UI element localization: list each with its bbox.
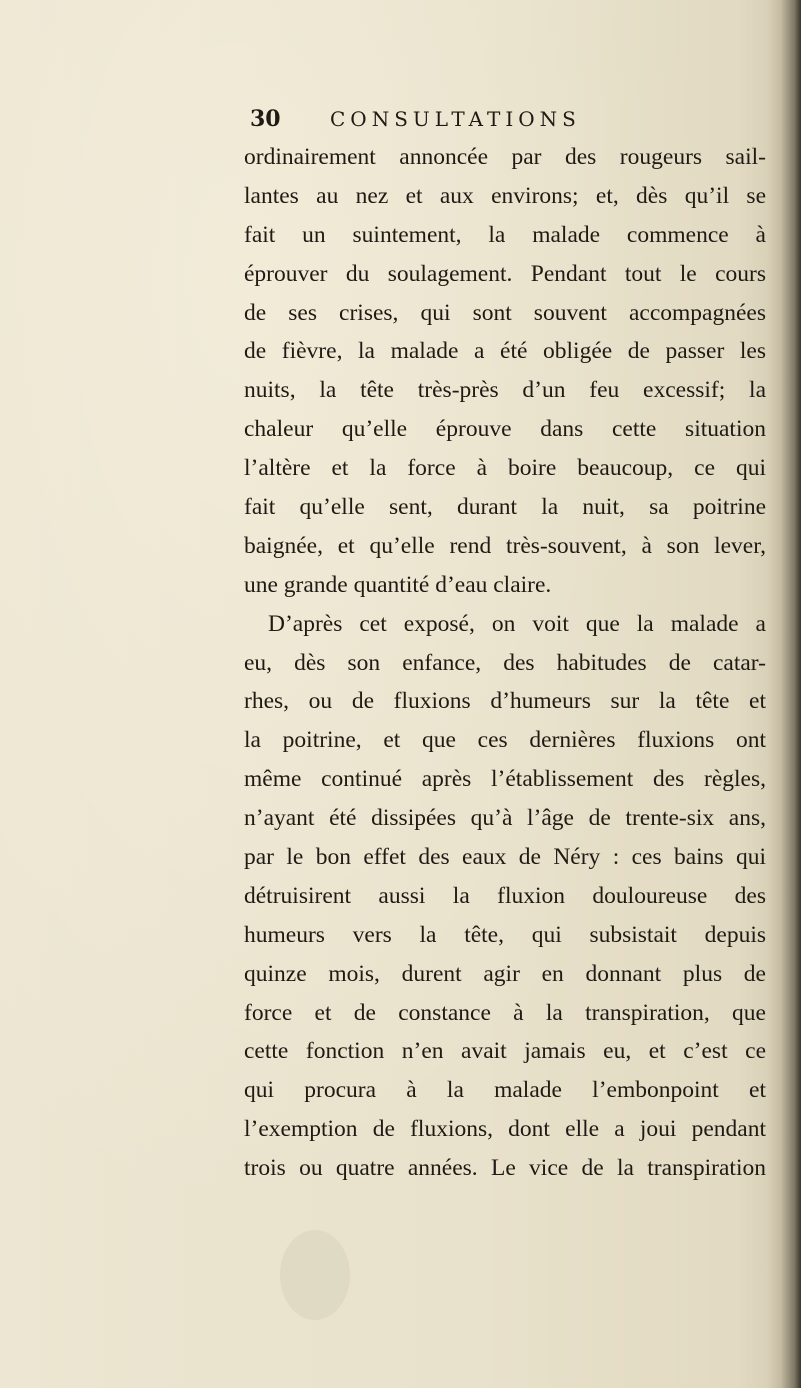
text-line: fait qu’elle sent, durant la nuit, sa poitrine: [244, 494, 766, 521]
text-line: éprouver du soulagement. Pendant tout le cours: [244, 260, 766, 287]
text-line: de fièvre, la malade a été obligée de passer les: [244, 338, 766, 365]
text-line: même continué après l’établissement des règles,: [244, 766, 766, 793]
text-line: détruisirent aussi la fluxion douloureuse des: [244, 882, 766, 909]
text-line: ordinairement annoncée par des rougeurs sail-: [244, 144, 766, 170]
text-line: lantes au nez et aux environs; et, dès qu’il se: [244, 182, 766, 209]
text-line: de ses crises, qui sont souvent accompagnées: [244, 299, 766, 326]
text-line: quinze mois, durent agir en donnant plus de: [244, 960, 766, 987]
text-line: rhes, ou de fluxions d’humeurs sur la tête et: [244, 688, 766, 715]
paper-stain: [280, 1230, 350, 1320]
paragraph-start-line: D’après cet exposé, on voit que la malade a: [268, 610, 766, 637]
text-line: l’altère et la force à boire beaucoup, ce qui: [244, 455, 766, 482]
text-line: chaleur qu’elle éprouve dans cette situation: [244, 416, 766, 443]
body-text: [244, 138, 766, 1188]
paragraph-end-line: une grande quantité d’eau claire.: [244, 571, 552, 598]
running-head-title: CONSULTATIONS: [330, 107, 581, 131]
text-line: n’ayant été dissipées qu’à l’âge de trente-six ans,: [244, 805, 766, 832]
page-number: 30: [250, 106, 281, 132]
text-line: trois ou quatre années. Le vice de la transpiration: [244, 1155, 766, 1182]
page-edge-shadow: [767, 0, 801, 1388]
text-line: l’exemption de fluxions, dont elle a joui pendant: [244, 1116, 766, 1143]
text-line: la poitrine, et que ces dernières fluxions ont: [244, 727, 766, 754]
text-line: fait un suintement, la malade commence à: [244, 221, 766, 248]
running-head: [250, 106, 670, 136]
text-line: force et de constance à la transpiration, que: [244, 999, 766, 1026]
text-line: baignée, et qu’elle rend très-souvent, à son lever,: [244, 532, 766, 559]
text-line: nuits, la tête très-près d’un feu excessif; la: [244, 377, 766, 404]
text-line: humeurs vers la tête, qui subsistait depuis: [244, 921, 766, 948]
text-line: qui procura à la malade l’embonpoint et: [244, 1077, 766, 1104]
text-line: eu, dès son enfance, des habitudes de catar-: [244, 649, 766, 676]
text-line: par le bon effet des eaux de Néry : ces bains qui: [244, 844, 766, 871]
text-line: cette fonction n’en avait jamais eu, et c’est ce: [244, 1038, 766, 1065]
